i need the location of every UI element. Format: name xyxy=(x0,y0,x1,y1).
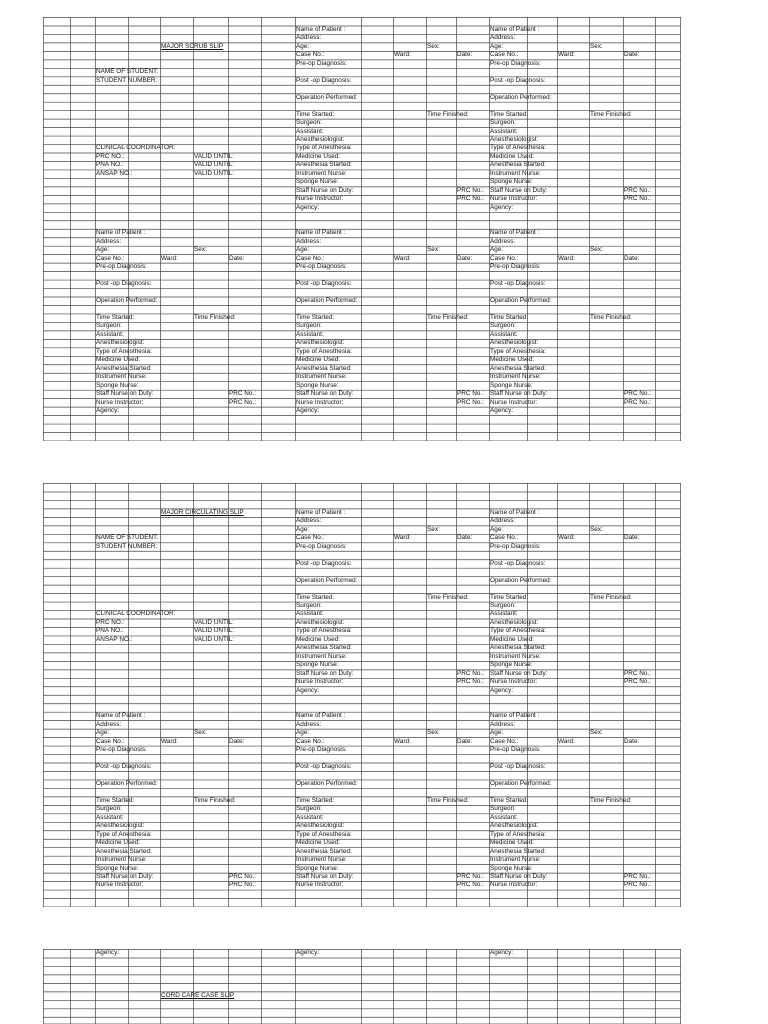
anesthesiologist-label: Anesthesiologist: xyxy=(490,135,539,143)
time-started-label: Time Started: xyxy=(96,313,135,321)
postop-diagnosis-label: Post -op Diagnosis: xyxy=(490,559,546,567)
age-label: Age: xyxy=(296,42,310,50)
preop-diagnosis-label: Pre-op Diagnosis: xyxy=(296,263,347,271)
anesthesia-started-label: Anesthesia Started: xyxy=(490,644,546,652)
anesthesia-started-label: Anesthesia Started: xyxy=(96,364,152,372)
coordinator-valid-until-label: VALID UNTIL: xyxy=(194,627,235,635)
date-label: Date: xyxy=(457,51,473,59)
agency-label: Agency: xyxy=(490,203,514,211)
prc-no-label: PRC No.: xyxy=(457,881,484,889)
agency-label: Agency: xyxy=(490,686,514,694)
student-name-label: NAME OF STUDENT: xyxy=(96,68,159,76)
prc-no-label: PRC No.: xyxy=(457,669,484,677)
patient-name-label: Name of Patient : xyxy=(296,229,346,237)
ward-label: Ward: xyxy=(394,737,411,745)
prc-no-label: PRC No.: xyxy=(229,398,256,406)
anesthesiologist-label: Anesthesiologist: xyxy=(96,822,145,830)
surgeon-label: Surgeon: xyxy=(490,322,516,330)
ward-label: Ward: xyxy=(161,254,178,262)
coordinator-valid-until-label: VALID UNTIL: xyxy=(194,169,235,177)
sponge-nurse-label: Sponge Nurse: xyxy=(296,864,339,872)
postop-diagnosis-label: Post -op Diagnosis: xyxy=(296,76,352,84)
assistant-label: Assistant: xyxy=(490,330,518,338)
address-label: Address: xyxy=(490,517,516,525)
patient-name-label: Name of Patient : xyxy=(490,25,540,33)
age-label: Age: xyxy=(96,729,110,737)
ward-label: Ward: xyxy=(394,534,411,542)
case-no-label: Case No.: xyxy=(296,254,325,262)
medicine-used-label: Medicine Used: xyxy=(296,635,341,643)
sex-label: Sex: xyxy=(194,246,207,254)
date-label: Date: xyxy=(229,254,245,262)
time-started-label: Time Started: xyxy=(490,796,529,804)
surgeon-label: Surgeon: xyxy=(490,119,516,127)
age-label: Age: xyxy=(490,729,504,737)
postop-diagnosis-label: Post -op Diagnosis: xyxy=(296,559,352,567)
case-no-label: Case No.: xyxy=(96,737,125,745)
time-finished-label: Time Finished: xyxy=(590,110,632,118)
nurse-instructor-label: Nurse Instructor: xyxy=(490,678,538,686)
ward-label: Ward: xyxy=(558,534,575,542)
instrument-nurse-label: Instrument Nurse: xyxy=(490,373,541,381)
ward-label: Ward: xyxy=(558,254,575,262)
time-started-label: Time Started: xyxy=(296,313,335,321)
surgeon-label: Surgeon: xyxy=(296,119,322,127)
operation-performed-label: Operation Performed: xyxy=(490,779,552,787)
anesthesia-type-label: Type of Anesthesia: xyxy=(296,347,352,355)
agency-label: Agency: xyxy=(490,949,514,957)
prc-no-label: PRC No.: xyxy=(457,873,484,881)
anesthesia-type-label: Type of Anesthesia: xyxy=(490,144,546,152)
prc-no-label: PRC No.: xyxy=(457,195,484,203)
sponge-nurse-label: Sponge Nurse: xyxy=(490,864,533,872)
assistant-label: Assistant: xyxy=(96,813,124,821)
address-label: Address: xyxy=(296,34,322,42)
ward-label: Ward: xyxy=(558,51,575,59)
case-no-label: Case No.: xyxy=(490,534,519,542)
staff-nurse-label: Staff Nurse on Duty: xyxy=(490,186,548,194)
student-number-label: STUDENT NUMBER: xyxy=(96,542,158,550)
sponge-nurse-label: Sponge Nurse: xyxy=(490,381,533,389)
patient-name-label: Name of Patient : xyxy=(296,712,346,720)
sponge-nurse-label: Sponge Nurse: xyxy=(296,381,339,389)
postop-diagnosis-label: Post -op Diagnosis: xyxy=(296,279,352,287)
anesthesia-started-label: Anesthesia Started: xyxy=(490,161,546,169)
assistant-label: Assistant: xyxy=(296,813,324,821)
assistant-label: Assistant: xyxy=(296,330,324,338)
medicine-used-label: Medicine Used: xyxy=(490,635,535,643)
sex-label: Sex: xyxy=(590,246,603,254)
assistant-label: Assistant: xyxy=(490,813,518,821)
time-started-label: Time Started: xyxy=(490,313,529,321)
prc-no-label: PRC No.: xyxy=(229,873,256,881)
staff-nurse-label: Staff Nurse on Duty: xyxy=(490,390,548,398)
form-grid xyxy=(43,949,681,1024)
operation-performed-label: Operation Performed: xyxy=(96,296,158,304)
case-no-label: Case No.: xyxy=(490,737,519,745)
slip-title: MAJOR SCRUB SLIP xyxy=(161,42,224,50)
staff-nurse-label: Staff Nurse on Duty: xyxy=(296,669,354,677)
anesthesia-type-label: Type of Anesthesia: xyxy=(96,830,152,838)
ward-label: Ward: xyxy=(394,254,411,262)
instrument-nurse-label: Instrument Nurse: xyxy=(96,373,147,381)
major-scrub-slip-sheet xyxy=(43,17,681,441)
staff-nurse-label: Staff Nurse on Duty: xyxy=(96,390,154,398)
staff-nurse-label: Staff Nurse on Duty: xyxy=(296,873,354,881)
prc-no-label: PRC No.: xyxy=(624,390,651,398)
prc-no-label: PRC No.: xyxy=(229,390,256,398)
surgeon-label: Surgeon: xyxy=(296,322,322,330)
date-label: Date: xyxy=(624,737,640,745)
anesthesia-started-label: Anesthesia Started: xyxy=(96,847,152,855)
coordinator-pna-label: PNA NO.: xyxy=(96,161,124,169)
patient-name-label: Name of Patient : xyxy=(296,508,346,516)
time-started-label: Time Started: xyxy=(490,110,529,118)
agency-label: Agency: xyxy=(296,949,320,957)
age-label: Age: xyxy=(490,525,504,533)
coordinator-prc-label: PRC NO.: xyxy=(96,152,125,160)
anesthesiologist-label: Anesthesiologist: xyxy=(490,618,539,626)
medicine-used-label: Medicine Used: xyxy=(490,152,535,160)
address-label: Address: xyxy=(296,720,322,728)
coordinator-prc-label: PRC NO.: xyxy=(96,618,125,626)
preop-diagnosis-label: Pre-op Diagnosis: xyxy=(96,745,147,753)
time-finished-label: Time Finished: xyxy=(194,313,236,321)
staff-nurse-label: Staff Nurse on Duty: xyxy=(296,390,354,398)
time-finished-label: Time Finished: xyxy=(427,110,469,118)
ward-label: Ward: xyxy=(558,737,575,745)
instrument-nurse-label: Instrument Nurse: xyxy=(490,856,541,864)
time-finished-label: Time Finished: xyxy=(590,593,632,601)
prc-no-label: PRC No.: xyxy=(624,678,651,686)
coordinator-ansap-label: ANSAP NO.: xyxy=(96,635,133,643)
address-label: Address: xyxy=(96,237,122,245)
time-finished-label: Time Finished: xyxy=(194,796,236,804)
operation-performed-label: Operation Performed: xyxy=(296,296,358,304)
anesthesia-started-label: Anesthesia Started: xyxy=(490,364,546,372)
operation-performed-label: Operation Performed: xyxy=(490,576,552,584)
address-label: Address: xyxy=(296,237,322,245)
coordinator-valid-until-label: VALID UNTIL: xyxy=(194,161,235,169)
sex-label: Sex: xyxy=(590,42,603,50)
cord-care-case-slip-sheet xyxy=(43,949,681,1024)
operation-performed-label: Operation Performed: xyxy=(490,93,552,101)
address-label: Address: xyxy=(490,237,516,245)
patient-name-label: Name of Patient : xyxy=(96,229,146,237)
prc-no-label: PRC No.: xyxy=(457,390,484,398)
date-label: Date: xyxy=(624,254,640,262)
nurse-instructor-label: Nurse Instructor: xyxy=(296,195,344,203)
agency-label: Agency: xyxy=(96,407,120,415)
coordinator-title: CLINICAL COORDINATOR: xyxy=(96,610,176,618)
time-started-label: Time Started: xyxy=(296,593,335,601)
anesthesiologist-label: Anesthesiologist: xyxy=(296,618,345,626)
anesthesiologist-label: Anesthesiologist: xyxy=(96,339,145,347)
age-label: Age: xyxy=(296,246,310,254)
sponge-nurse-label: Sponge Nurse: xyxy=(96,381,139,389)
coordinator-valid-until-label: VALID UNTIL: xyxy=(194,152,235,160)
preop-diagnosis-label: Pre-op Diagnosis: xyxy=(490,542,541,550)
case-no-label: Case No.: xyxy=(296,51,325,59)
address-label: Address: xyxy=(490,34,516,42)
address-label: Address: xyxy=(96,720,122,728)
medicine-used-label: Medicine Used: xyxy=(96,839,141,847)
surgeon-label: Surgeon: xyxy=(96,805,122,813)
time-started-label: Time Started: xyxy=(296,796,335,804)
coordinator-pna-label: PNA NO.: xyxy=(96,627,124,635)
operation-performed-label: Operation Performed: xyxy=(296,576,358,584)
agency-label: Agency: xyxy=(296,686,320,694)
anesthesia-started-label: Anesthesia Started: xyxy=(296,161,352,169)
case-no-label: Case No.: xyxy=(490,51,519,59)
age-label: Age: xyxy=(490,246,504,254)
prc-no-label: PRC No.: xyxy=(229,881,256,889)
nurse-instructor-label: Nurse Instructor: xyxy=(96,881,144,889)
anesthesia-type-label: Type of Anesthesia: xyxy=(490,347,546,355)
preop-diagnosis-label: Pre-op Diagnosis: xyxy=(296,542,347,550)
operation-performed-label: Operation Performed: xyxy=(96,779,158,787)
prc-no-label: PRC No.: xyxy=(457,678,484,686)
patient-name-label: Name of Patient : xyxy=(490,508,540,516)
anesthesia-type-label: Type of Anesthesia: xyxy=(296,627,352,635)
staff-nurse-label: Staff Nurse on Duty: xyxy=(490,873,548,881)
nurse-instructor-label: Nurse Instructor: xyxy=(296,398,344,406)
postop-diagnosis-label: Post -op Diagnosis: xyxy=(96,279,152,287)
postop-diagnosis-label: Post -op Diagnosis: xyxy=(490,76,546,84)
address-label: Address: xyxy=(490,720,516,728)
coordinator-valid-until-label: VALID UNTIL: xyxy=(194,635,235,643)
coordinator-title: CLINICAL COORDINATOR: xyxy=(96,144,176,152)
surgeon-label: Surgeon: xyxy=(96,322,122,330)
address-label: Address: xyxy=(296,517,322,525)
medicine-used-label: Medicine Used: xyxy=(296,152,341,160)
patient-name-label: Name of Patient : xyxy=(490,229,540,237)
nurse-instructor-label: Nurse Instructor: xyxy=(96,398,144,406)
staff-nurse-label: Staff Nurse on Duty: xyxy=(490,669,548,677)
date-label: Date: xyxy=(457,737,473,745)
nurse-instructor-label: Nurse Instructor: xyxy=(490,398,538,406)
patient-name-label: Name of Patient : xyxy=(96,712,146,720)
anesthesia-started-label: Anesthesia Started: xyxy=(296,364,352,372)
medicine-used-label: Medicine Used: xyxy=(490,839,535,847)
medicine-used-label: Medicine Used: xyxy=(490,356,535,364)
instrument-nurse-label: Instrument Nurse: xyxy=(296,373,347,381)
date-label: Date: xyxy=(457,534,473,542)
time-finished-label: Time Finished: xyxy=(427,313,469,321)
instrument-nurse-label: Instrument Nurse: xyxy=(296,652,347,660)
age-label: Age: xyxy=(296,525,310,533)
prc-no-label: PRC No.: xyxy=(624,186,651,194)
case-no-label: Case No.: xyxy=(96,254,125,262)
preop-diagnosis-label: Pre-op Diagnosis: xyxy=(296,745,347,753)
postop-diagnosis-label: Post -op Diagnosis: xyxy=(490,279,546,287)
anesthesia-type-label: Type of Anesthesia: xyxy=(296,144,352,152)
assistant-label: Assistant: xyxy=(296,127,324,135)
sex-label: Sex: xyxy=(427,525,440,533)
age-label: Age: xyxy=(96,246,110,254)
case-no-label: Case No.: xyxy=(296,737,325,745)
anesthesia-type-label: Type of Anesthesia: xyxy=(490,830,546,838)
prc-no-label: PRC No.: xyxy=(624,881,651,889)
prc-no-label: PRC No.: xyxy=(624,195,651,203)
coordinator-valid-until-label: VALID UNTIL: xyxy=(194,618,235,626)
slip-title: CORD CARE CASE SLIP xyxy=(161,991,235,999)
instrument-nurse-label: Instrument Nurse: xyxy=(490,169,541,177)
nurse-instructor-label: Nurse Instructor: xyxy=(296,881,344,889)
date-label: Date: xyxy=(457,254,473,262)
anesthesiologist-label: Anesthesiologist: xyxy=(296,135,345,143)
operation-performed-label: Operation Performed: xyxy=(296,93,358,101)
nurse-instructor-label: Nurse Instructor: xyxy=(296,678,344,686)
date-label: Date: xyxy=(624,534,640,542)
case-no-label: Case No.: xyxy=(490,254,519,262)
anesthesiologist-label: Anesthesiologist: xyxy=(490,822,539,830)
preop-diagnosis-label: Pre-op Diagnosis: xyxy=(490,59,541,67)
surgeon-label: Surgeon: xyxy=(296,805,322,813)
anesthesia-type-label: Type of Anesthesia: xyxy=(490,627,546,635)
anesthesiologist-label: Anesthesiologist: xyxy=(296,822,345,830)
postop-diagnosis-label: Post -op Diagnosis: xyxy=(96,762,152,770)
patient-name-label: Name of Patient : xyxy=(490,712,540,720)
preop-diagnosis-label: Pre-op Diagnosis: xyxy=(490,745,541,753)
anesthesia-started-label: Anesthesia Started: xyxy=(296,644,352,652)
student-number-label: STUDENT NUMBER: xyxy=(96,76,158,84)
preop-diagnosis-label: Pre-op Diagnosis: xyxy=(490,263,541,271)
preop-diagnosis-label: Pre-op Diagnosis: xyxy=(296,59,347,67)
time-finished-label: Time Finished: xyxy=(590,796,632,804)
staff-nurse-label: Staff Nurse on Duty: xyxy=(296,186,354,194)
sponge-nurse-label: Sponge Nurse: xyxy=(296,661,339,669)
assistant-label: Assistant: xyxy=(490,127,518,135)
nurse-instructor-label: Nurse Instructor: xyxy=(490,195,538,203)
prc-no-label: PRC No.: xyxy=(457,186,484,194)
postop-diagnosis-label: Post -op Diagnosis: xyxy=(490,762,546,770)
surgeon-label: Surgeon: xyxy=(490,805,516,813)
age-label: Age: xyxy=(296,729,310,737)
prc-no-label: PRC No.: xyxy=(624,398,651,406)
prc-no-label: PRC No.: xyxy=(624,669,651,677)
time-finished-label: Time Finished: xyxy=(590,313,632,321)
time-started-label: Time Started: xyxy=(490,593,529,601)
operation-performed-label: Operation Performed: xyxy=(490,296,552,304)
assistant-label: Assistant: xyxy=(96,330,124,338)
sponge-nurse-label: Sponge Nurse: xyxy=(96,864,139,872)
operation-performed-label: Operation Performed: xyxy=(296,779,358,787)
major-circulating-slip-sheet xyxy=(43,483,681,907)
anesthesia-type-label: Type of Anesthesia: xyxy=(296,830,352,838)
agency-label: Agency: xyxy=(96,949,120,957)
sex-label: Sex: xyxy=(194,729,207,737)
surgeon-label: Surgeon: xyxy=(296,601,322,609)
sponge-nurse-label: Sponge Nurse: xyxy=(490,178,533,186)
nurse-instructor-label: Nurse Instructor: xyxy=(490,881,538,889)
student-name-label: NAME OF STUDENT: xyxy=(96,534,159,542)
case-no-label: Case No.: xyxy=(296,534,325,542)
time-started-label: Time Started: xyxy=(96,796,135,804)
medicine-used-label: Medicine Used: xyxy=(96,356,141,364)
assistant-label: Assistant: xyxy=(296,610,324,618)
anesthesiologist-label: Anesthesiologist: xyxy=(490,339,539,347)
time-started-label: Time Started: xyxy=(296,110,335,118)
sponge-nurse-label: Sponge Nurse: xyxy=(490,661,533,669)
instrument-nurse-label: Instrument Nurse: xyxy=(296,169,347,177)
time-finished-label: Time Finished: xyxy=(427,796,469,804)
ward-label: Ward: xyxy=(394,51,411,59)
surgeon-label: Surgeon: xyxy=(490,601,516,609)
instrument-nurse-label: Instrument Nurse: xyxy=(296,856,347,864)
agency-label: Agency: xyxy=(296,203,320,211)
agency-label: Agency: xyxy=(296,407,320,415)
anesthesia-started-label: Anesthesia Started: xyxy=(490,847,546,855)
preop-diagnosis-label: Pre-op Diagnosis: xyxy=(96,263,147,271)
time-finished-label: Time Finished: xyxy=(427,593,469,601)
patient-name-label: Name of Patient : xyxy=(296,25,346,33)
instrument-nurse-label: Instrument Nurse: xyxy=(96,856,147,864)
ward-label: Ward: xyxy=(161,737,178,745)
agency-label: Agency: xyxy=(490,407,514,415)
assistant-label: Assistant: xyxy=(490,610,518,618)
prc-no-label: PRC No.: xyxy=(457,398,484,406)
slip-title: MAJOR CIRCULATING SLIP xyxy=(161,508,244,516)
prc-no-label: PRC No.: xyxy=(624,873,651,881)
date-label: Date: xyxy=(624,51,640,59)
sex-label: Sex: xyxy=(590,525,603,533)
sponge-nurse-label: Sponge Nurse: xyxy=(296,178,339,186)
staff-nurse-label: Staff Nurse on Duty: xyxy=(96,873,154,881)
coordinator-ansap-label: ANSAP NO.: xyxy=(96,169,133,177)
age-label: Age: xyxy=(490,42,504,50)
postop-diagnosis-label: Post -op Diagnosis: xyxy=(296,762,352,770)
instrument-nurse-label: Instrument Nurse: xyxy=(490,652,541,660)
sex-label: Sex: xyxy=(590,729,603,737)
sex-label: Sex: xyxy=(427,246,440,254)
medicine-used-label: Medicine Used: xyxy=(296,839,341,847)
sex-label: Sex: xyxy=(427,729,440,737)
anesthesiologist-label: Anesthesiologist: xyxy=(296,339,345,347)
medicine-used-label: Medicine Used: xyxy=(296,356,341,364)
anesthesia-started-label: Anesthesia Started: xyxy=(296,847,352,855)
date-label: Date: xyxy=(229,737,245,745)
anesthesia-type-label: Type of Anesthesia: xyxy=(96,347,152,355)
sex-label: Sex: xyxy=(427,42,440,50)
